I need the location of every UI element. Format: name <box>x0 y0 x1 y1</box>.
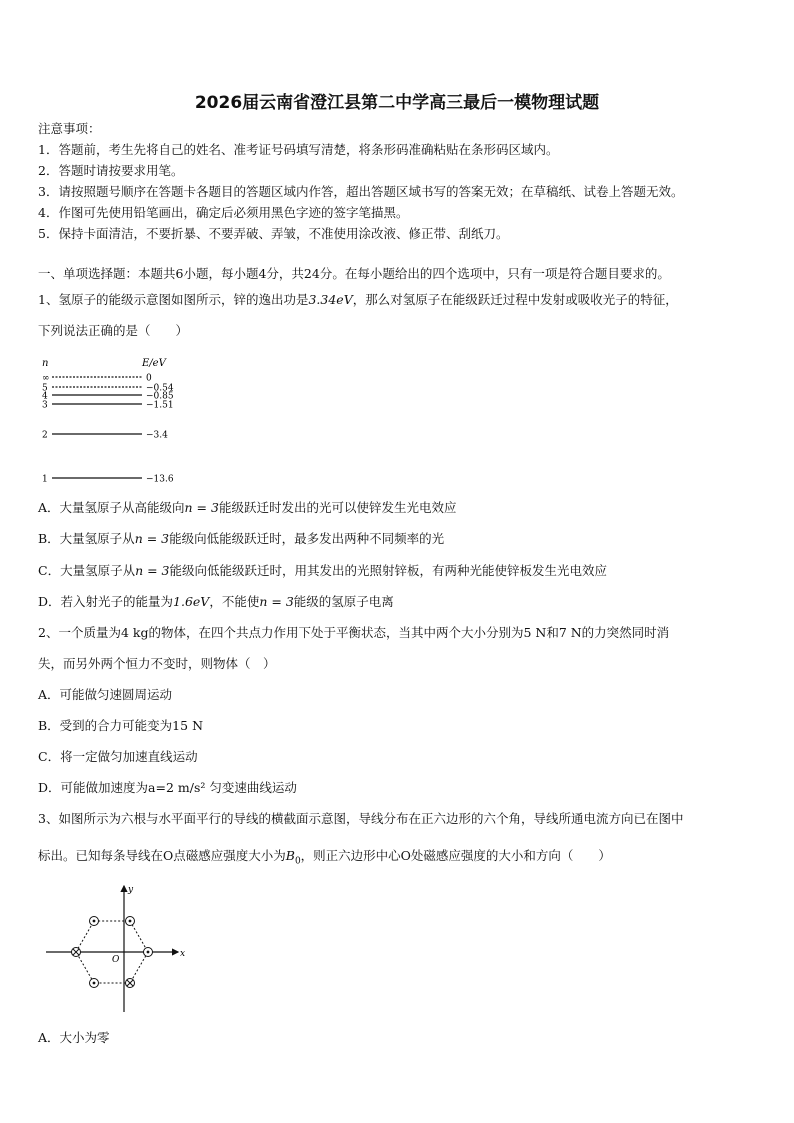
q1-option-d-math2: n = 3 <box>259 594 294 609</box>
q3-stem-b0-sub: 0 <box>294 856 301 867</box>
q3-stem-line2 <box>38 848 611 870</box>
n-axis-label: n <box>42 358 49 369</box>
level-energy-label: −0.54 <box>146 383 174 394</box>
q1-option-c[interactable] <box>38 563 607 579</box>
hexagon-wire-diagram <box>40 880 190 1020</box>
level-energy-label: −3.4 <box>146 430 168 441</box>
q1-option-a-pre: A．大量氢原子从高能级向 <box>38 500 185 515</box>
y-axis-label: y <box>128 885 134 895</box>
notice-item-4: 4．作图可先使用铅笔画出，确定后必须用黑色字迹的签字笔描黑。 <box>38 205 409 220</box>
q1-option-b-post: 能级向低能级跃迁时，最多发出两种不同频率的光 <box>169 531 445 546</box>
wire-bottom-right <box>126 979 135 988</box>
level-n-label: 5 <box>42 383 48 394</box>
wire-top-right <box>126 917 135 926</box>
q1-option-a[interactable] <box>38 500 456 516</box>
q3-stem-line2b: ，则正六边形中心O处磁感应强度的大小和方向（ ） <box>300 848 611 863</box>
q1-option-d-post: ，不能使 <box>209 594 260 609</box>
level-energy-label: 0 <box>146 373 152 384</box>
energy-levels <box>42 374 174 485</box>
q2-option-b[interactable]: B．受到的合力可能变为15 N <box>38 718 204 733</box>
wire-right <box>144 948 153 957</box>
q1-option-b-math: n = 3 <box>134 531 170 546</box>
q3-stem-line1: 3、如图所示为六根与水平面平行的导线的横截面示意图，导线分布在正六边形的六个角，导线所通电流方向已在图中 <box>38 811 684 826</box>
level-n-label: 2 <box>42 430 48 441</box>
q1-option-b[interactable] <box>38 531 444 547</box>
level-n-label: 1 <box>42 474 48 485</box>
q1-option-c-math: n = 3 <box>135 563 170 578</box>
q2-stem-line2: 失，而另外两个恒力不变时，则物体（ ） <box>38 656 276 671</box>
notice-item-3: 3．请按照题号顺序在答题卡各题目的答题区域内作答，超出答题区域书写的答案无效；在草稿纸、试卷上答题无效。 <box>38 184 684 199</box>
q1-stem-value: 3.34eV <box>308 292 353 307</box>
wire-bottom-left <box>90 979 99 988</box>
q2-option-a[interactable]: A．可能做匀速圆周运动 <box>38 687 173 702</box>
q2-option-c[interactable]: C．将一定做匀加速直线运动 <box>38 749 198 764</box>
level-n-label: 4 <box>42 391 48 402</box>
x-axis-label: x <box>180 949 186 959</box>
q2-option-d[interactable]: D．可能做加速度为a=2 m/s² 匀变速曲线运动 <box>38 780 297 795</box>
q1-option-a-post: 能级跃迁时发出的光可以使锌发生光电效应 <box>218 500 457 515</box>
wire-top-left <box>90 917 99 926</box>
q1-option-b-pre: B．大量氢原子从 <box>38 531 135 546</box>
level-energy-label: −1.51 <box>146 400 174 411</box>
level-n-label: 3 <box>42 400 48 411</box>
wire-left <box>72 948 81 957</box>
q1-stem-a: 1、氢原子的能级示意图如图所示，锌的逸出功是 <box>38 292 309 307</box>
level-n-label: ∞ <box>42 373 50 384</box>
q1-option-c-post: 能级向低能级跃迁时，用其发出的光照射锌板，有两种光能使锌板发生光电效应 <box>169 563 608 578</box>
level-energy-label: −13.6 <box>146 474 174 485</box>
q1-stem-line2: 下列说法正确的是（ ） <box>38 323 189 338</box>
q1-option-d-pre: D．若入射光子的能量为 <box>38 594 174 609</box>
q1-stem-b: ，那么对氢原子在能级跃迁过程中发射或吸收光子的特征， <box>352 292 678 307</box>
energy-axis-label: E/eV <box>142 358 166 369</box>
q3-stem-line2a: 标出。已知每条导线在O点磁感应强度大小为 <box>38 848 286 863</box>
q3-option-a[interactable]: A．大小为零 <box>38 1030 110 1045</box>
q2-stem-line1: 2、一个质量为4 kg的物体，在四个共点力作用下处于平衡状态，当其中两个大小分别为5 N和7 N的力突然同时消 <box>38 625 670 640</box>
q1-option-c-pre: C．大量氢原子从 <box>38 563 136 578</box>
q1-stem <box>38 292 678 308</box>
q3-stem-b0: B <box>285 848 295 863</box>
level-energy-label: −0.85 <box>146 391 174 402</box>
notice-item-2: 2．答题时请按要求用笔。 <box>38 163 184 178</box>
q1-option-d[interactable] <box>38 594 394 610</box>
origin-label: O <box>112 955 120 965</box>
page-title: 2026届云南省澄江县第二中学高三最后一模物理试题 <box>194 93 600 113</box>
q1-option-d-math: 1.6eV <box>173 594 210 609</box>
q1-option-d-post2: 能级的氢原子电离 <box>293 594 394 609</box>
notice-item-5: 5．保持卡面清洁，不要折暴、不要弄破、弄皱，不准使用涂改液、修正带、刮纸刀。 <box>38 226 509 241</box>
section-heading: 一、单项选择题：本题共6小题，每小题4分，共24分。在每小题给出的四个选项中，只有一项是符合题目要求的。 <box>38 266 670 281</box>
notice-item-1: 1．答题前，考生先将自己的姓名、准考证号码填写清楚，将条形码准确粘贴在条形码区域内。 <box>38 142 559 157</box>
notice-heading: 注意事项： <box>38 121 101 136</box>
q1-option-a-math: n = 3 <box>184 500 219 515</box>
energy-level-diagram <box>38 354 198 486</box>
